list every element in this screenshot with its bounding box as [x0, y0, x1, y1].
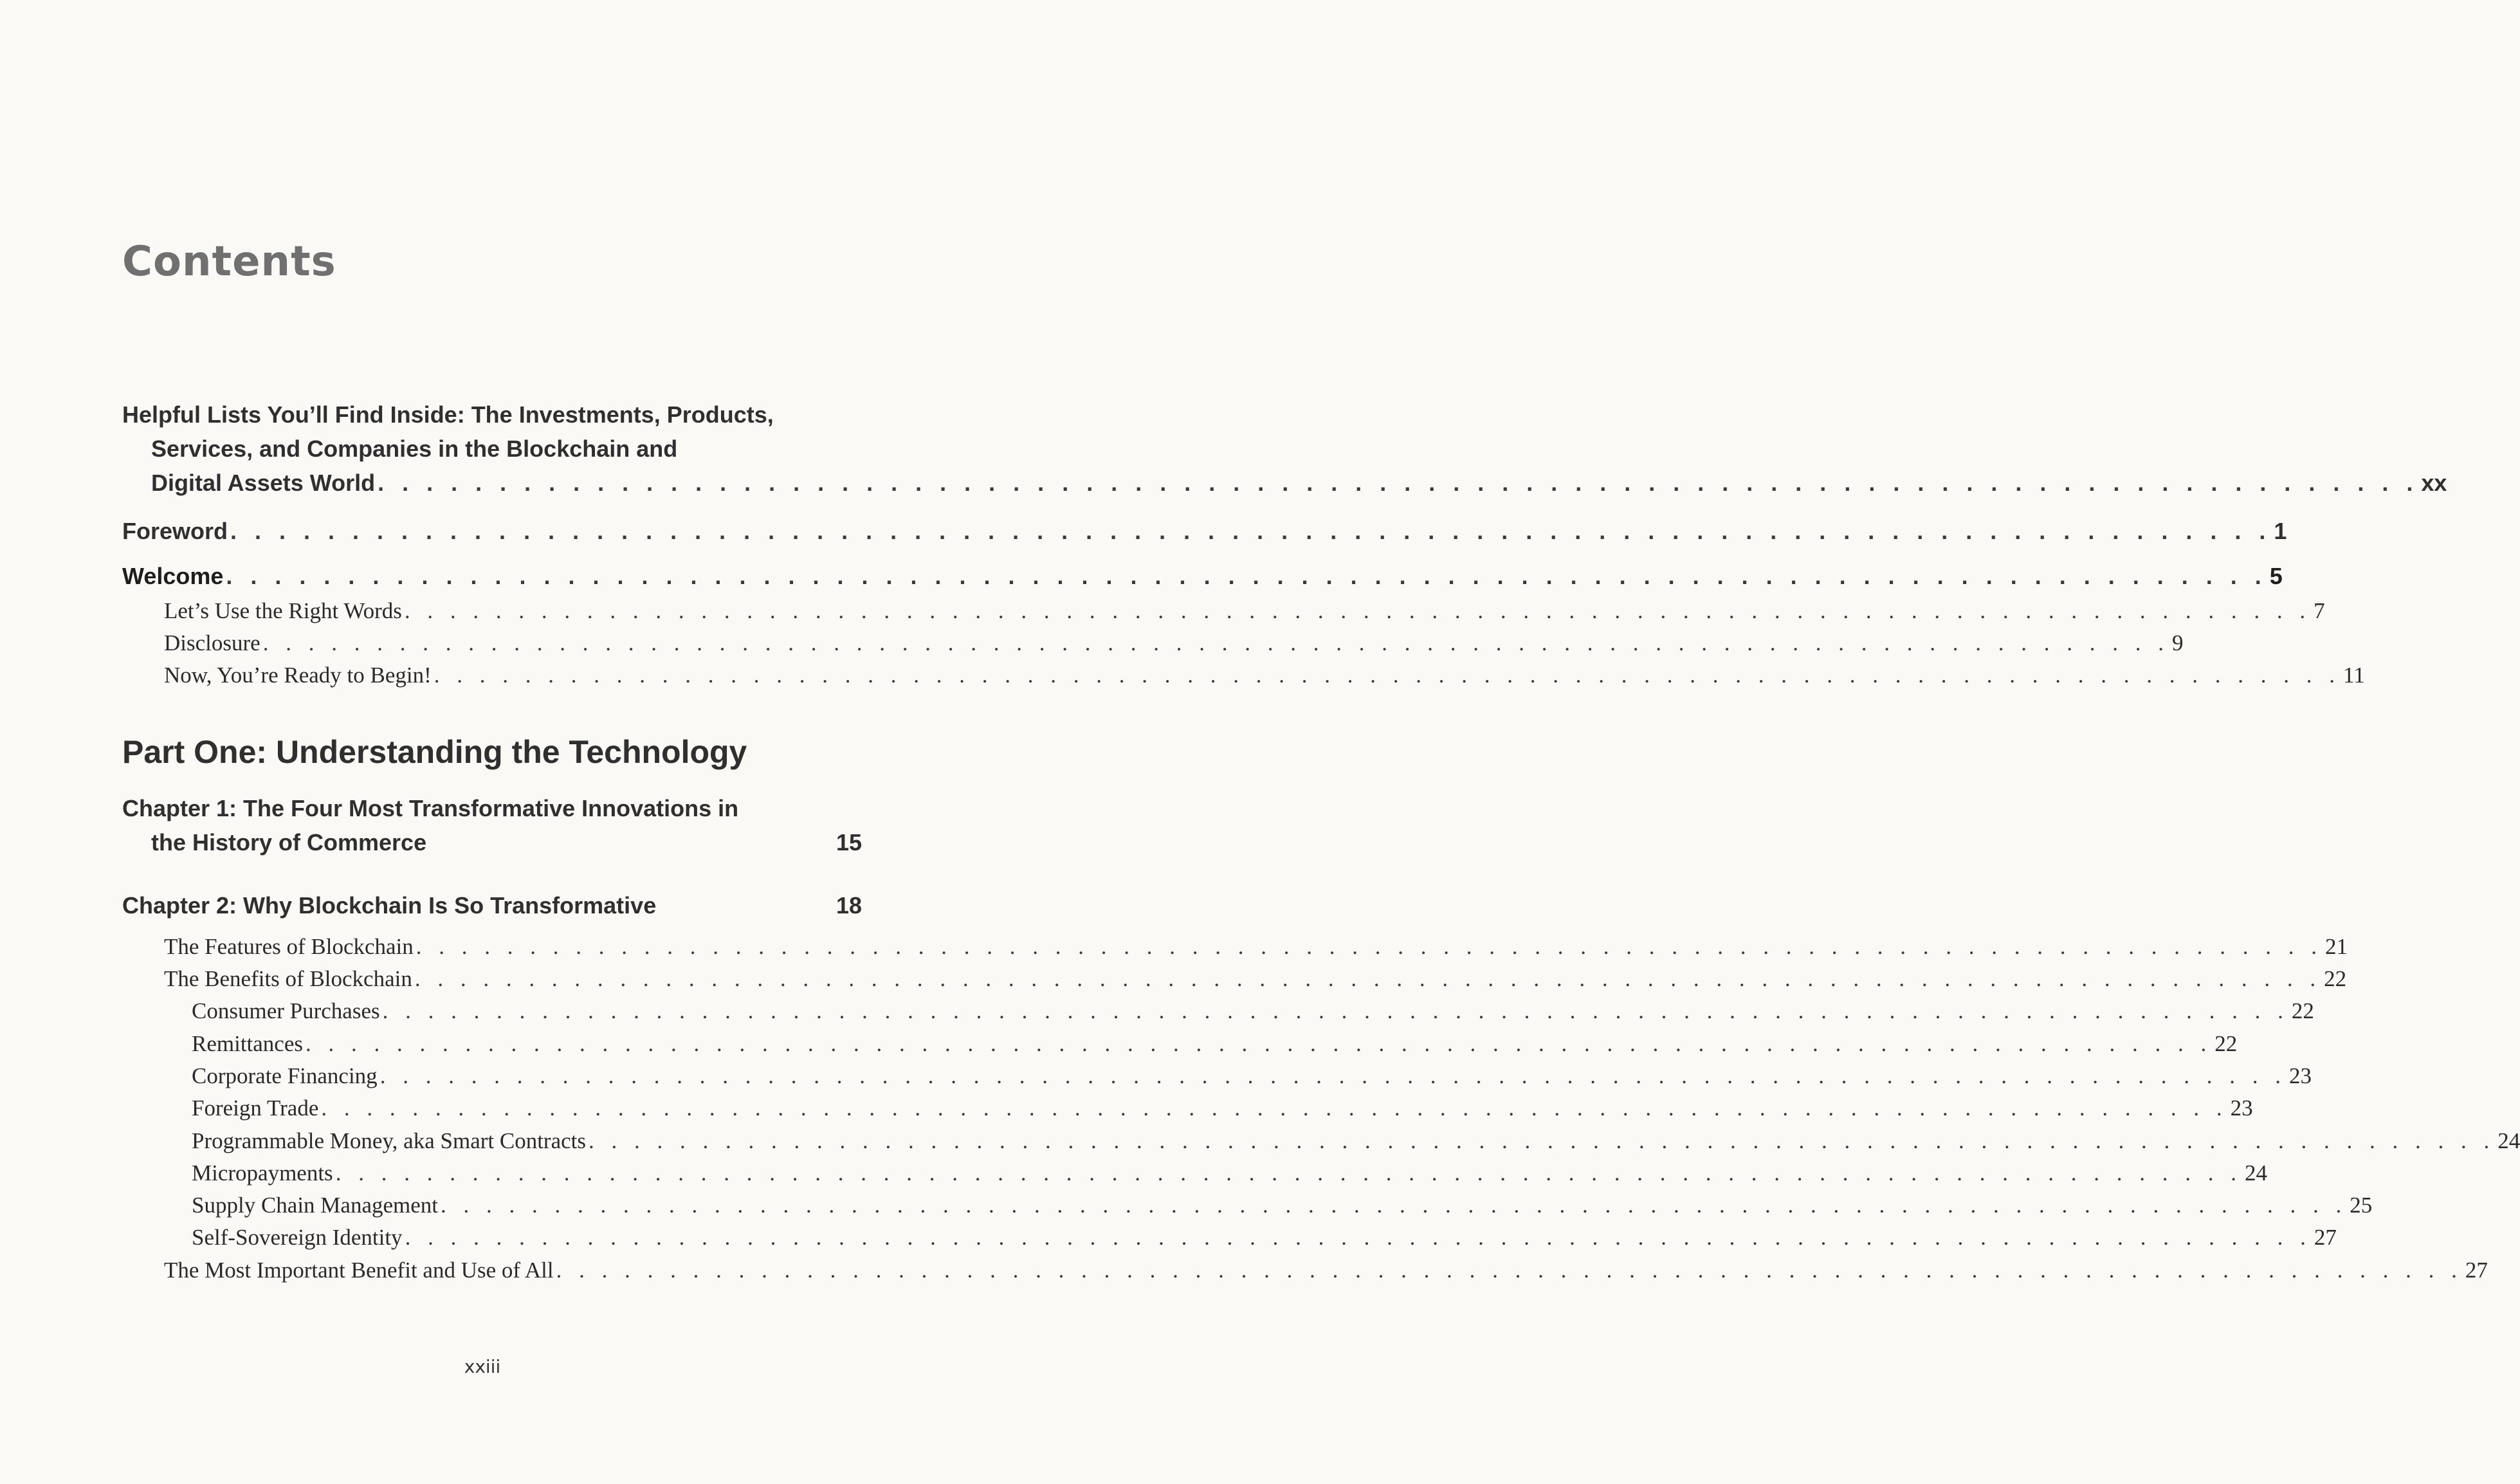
dot-leader: . . . . . . . . . . . . . . . . . . . . . . . . . . . . . . . . . . . . . . . . . . . . . . . . . . . . . . . . . . . . . . . . . . . . . . . . . . . . . . . . . . . .	[230, 518, 2272, 544]
toc-entry-label: Chapter 2: Why Blockchain Is So Transformative	[122, 892, 657, 919]
toc-entry	[192, 1031, 2238, 1057]
toc-entry	[192, 1193, 2373, 1218]
toc-page-number: 15	[835, 829, 862, 856]
toc-entry-label: Corporate Financing	[192, 1063, 378, 1088]
toc-entry	[192, 1128, 2520, 1154]
toc-helpful-line2: Services, and Companies in the Blockchain and	[151, 435, 678, 462]
part-heading: Part One: Understanding the Technology	[122, 734, 747, 770]
dot-leader: . . . . . . . . . . . . . . . . . . . . . . . . . . . . . . . . . . . . . . . . . . . . . . . . . . . . . . . . . . . . . . . . . . . . . . . . . . . . . . . . . . . .	[434, 663, 2341, 688]
toc-page-number: 21	[2325, 934, 2348, 959]
page-number-footer: xxiii	[464, 1356, 501, 1377]
toc-entry	[192, 1160, 2267, 1186]
toc-page-number: 11	[2343, 663, 2365, 688]
toc-entry-label: the History of Commerce	[151, 829, 427, 856]
toc-entry-label: Micropayments	[192, 1160, 333, 1186]
toc-page-number: 27	[2314, 1225, 2337, 1250]
toc-entry-chapter2	[122, 892, 862, 919]
toc-page-number: 22	[2324, 966, 2347, 991]
dot-leader: . . . . . . . . . . . . . . . . . . . . . . . . . . . . . . . . . . . . . . . . . . . . . . . . . . . . . . . . . . . . . . . . . . . . . . . . . . . . . . . . . . . .	[335, 1160, 2242, 1186]
toc-entry	[164, 934, 2348, 960]
toc-entry-label: The Features of Blockchain	[164, 934, 414, 959]
toc-entry	[192, 998, 2314, 1024]
toc-entry-label: Let’s Use the Right Words	[164, 598, 402, 623]
toc-page-number: xx	[2421, 470, 2447, 496]
dot-leader: . . . . . . . . . . . . . . . . . . . . . . . . . . . . . . . . . . . . . . . . . . . . . . . . . . . . . . . . . . . . . . . . . . . . . . . . . . . . . . . . . . . .	[405, 1225, 2312, 1250]
toc-page-number: 1	[2274, 518, 2287, 544]
toc-entry	[164, 663, 2365, 688]
dot-leader: . . . . . . . . . . . . . . . . . . . . . . . . . . . . . . . . . . . . . . . . . . . . . . . . . . . . . . . . . . . . . . . . . . . . . . . . . . . . . . . . . . . .	[441, 1193, 2348, 1218]
toc-entry	[164, 630, 2184, 656]
toc-entry-label: Foreword	[122, 518, 228, 544]
toc-page-number: 22	[2291, 998, 2314, 1023]
dot-leader: . . . . . . . . . . . . . . . . . . . . . . . . . . . . . . . . . . . . . . . . . . . . . . . . . . . . . . . . . . . . . . . . . . . . . . . . . . . . . . . . . . . .	[379, 1063, 2287, 1088]
toc-entry-chapter1	[151, 829, 862, 856]
dot-leader: . . . . . . . . . . . . . . . . . . . . . . . . . . . . . . . . . . . . . . . . . . . . . . . . . . . . . . . . . . . . . . . . . . . . . . . . . . . . . . . . . . . .	[306, 1031, 2213, 1056]
toc-page-number: 25	[2350, 1193, 2373, 1218]
dot-leader: . . . . . . . . . . . . . . . . . . . . . . . . . . . . . . . . . . . . . . . . . . . . . . . . . . . . . . . . . . . . . . . . . . . . . . . . . . . . . . . . . . . .	[414, 966, 2322, 991]
toc-entry	[164, 598, 2325, 624]
dot-leader: . . . . . . . . . . . . . . . . . . . . . . . . . . . . . . . . . . . . . . . . . . . . . . . . . . . . . . . . . . . . . . . . . . . . . . . . . . . . . . . . . . . .	[226, 563, 2267, 589]
dot-leader: . . . . . . . . . . . . . . . . . . . . . . . . . . . . . . . . . . . . . . . . . . . . . . . . . . . . . . . . . . . . . . . . . . . . . . . . . . . . . . . . . . . .	[404, 598, 2312, 623]
toc-entry-label: Consumer Purchases	[192, 998, 380, 1023]
toc-entry-label: Digital Assets World	[151, 470, 376, 496]
toc-page-number: 23	[2288, 1063, 2312, 1088]
toc-entry-welcome	[122, 563, 2283, 590]
toc-entry-label: Remittances	[192, 1031, 304, 1056]
toc-entry-label: Now, You’re Ready to Begin!	[164, 663, 432, 688]
toc-entry-label: Disclosure	[164, 630, 260, 655]
toc-chapter1-line1: Chapter 1: The Four Most Transformative Innovations in	[122, 795, 739, 821]
toc-entry	[192, 1225, 2337, 1250]
toc-page-number: 9	[2171, 630, 2184, 655]
toc-page-number: 7	[2314, 598, 2325, 623]
toc-entry-label: The Benefits of Blockchain	[164, 966, 412, 991]
toc-page-number: 24	[2497, 1128, 2520, 1153]
page-title: Contents	[122, 238, 336, 286]
toc-entry	[164, 966, 2347, 992]
toc-page-number: 5	[2269, 563, 2283, 589]
toc-entry-label: Foreign Trade	[192, 1095, 319, 1121]
toc-entry	[164, 1258, 2488, 1283]
toc-entry-label: The Most Important Benefit and Use of All	[164, 1258, 554, 1283]
dot-leader: . . . . . . . . . . . . . . . . . . . . . . . . . . . . . . . . . . . . . . . . . . . . . . . . . . . . . . . . . . . . . . . . . . . . . . . . . . . . . . . . . . . .	[262, 630, 2169, 655]
dot-leader: . . . . . . . . . . . . . . . . . . . . . . . . . . . . . . . . . . . . . . . . . . . . . . . . . . . . . . . . . . . . . . . . . . . . . . . . . . . . . . . . . . . .	[378, 470, 2419, 496]
dot-leader: . . . . . . . . . . . . . . . . . . . . . . . . . . . . . . . . . . . . . . . . . . . . . . . . . . . . . . . . . . . . . . . . . . . . . . . . . . . . . . . . . . . .	[321, 1095, 2228, 1121]
toc-entry	[192, 1063, 2312, 1089]
dot-leader: . . . . . . . . . . . . . . . . . . . . . . . . . . . . . . . . . . . . . . . . . . . . . . . . . . . . . . . . . . . . . . . . . . . . . . . . . . . . . . . . . . . .	[556, 1258, 2463, 1283]
toc-entry-label: Supply Chain Management	[192, 1193, 439, 1218]
toc-entry-label: Programmable Money, aka Smart Contracts	[192, 1128, 586, 1153]
toc-entry-label: Self-Sovereign Identity	[192, 1225, 403, 1250]
toc-entry	[192, 1095, 2253, 1121]
toc-page-number: 24	[2244, 1160, 2267, 1186]
toc-helpful-line1: Helpful Lists You’ll Find Inside: The Investments, Products,	[122, 401, 774, 428]
toc-page-number: 27	[2465, 1258, 2488, 1283]
dot-leader: . . . . . . . . . . . . . . . . . . . . . . . . . . . . . . . . . . . . . . . . . . . . . . . . . . . . . . . . . . . . . . . . . . . . . . . . . . . . . . . . . . . .	[589, 1128, 2496, 1153]
toc-page-number: 22	[2214, 1031, 2238, 1056]
toc-entry-helpful-lists	[151, 470, 2447, 497]
toc-entry-label: Welcome	[122, 563, 224, 589]
dot-leader: . . . . . . . . . . . . . . . . . . . . . . . . . . . . . . . . . . . . . . . . . . . . . . . . . . . . . . . . . . . . . . . . . . . . . . . . . . . . . . . . . . . .	[382, 998, 2289, 1023]
dot-leader: . . . . . . . . . . . . . . . . . . . . . . . . . . . . . . . . . . . . . . . . . . . . . . . . . . . . . . . . . . . . . . . . . . . . . . . . . . . . . . . . . . . .	[415, 934, 2323, 959]
toc-page-number: 18	[835, 892, 862, 919]
toc-page-number: 23	[2230, 1095, 2253, 1121]
toc-entry-foreword	[122, 518, 2287, 545]
